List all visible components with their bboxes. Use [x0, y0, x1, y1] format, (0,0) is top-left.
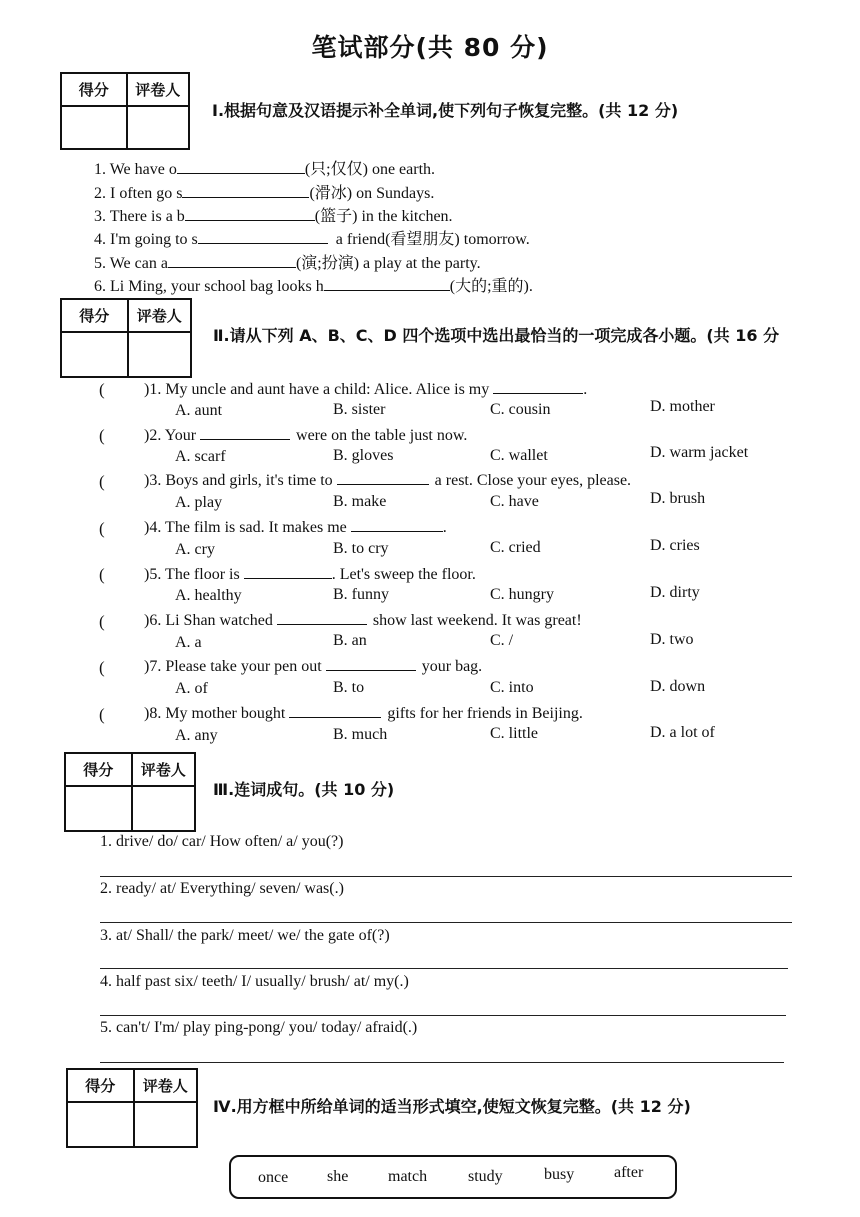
word-bank-word: study — [468, 1168, 503, 1185]
option-a[interactable]: A. any — [175, 727, 218, 744]
answer-bracket[interactable]: ( — [99, 565, 105, 584]
score-box-2 — [60, 298, 192, 378]
answer-bracket[interactable]: ( — [99, 612, 105, 631]
item-text: 6. Li Ming, your school bag looks h — [94, 278, 324, 295]
question-text: were on the table just now. — [296, 427, 468, 444]
option-c[interactable]: C. cousin — [490, 401, 551, 418]
answer-line[interactable] — [100, 922, 792, 923]
fill-item-4 — [94, 226, 530, 249]
answer-blank[interactable] — [324, 276, 450, 291]
option-d[interactable]: D. dirty — [650, 584, 700, 601]
option-c[interactable]: C. hungry — [490, 586, 554, 603]
score-label: 得分 — [62, 300, 129, 333]
option-b[interactable]: B. gloves — [333, 447, 394, 464]
option-c[interactable]: C. have — [490, 493, 539, 510]
answer-bracket[interactable]: ( — [99, 426, 105, 445]
option-c[interactable]: C. / — [490, 632, 514, 649]
fill-item-5 — [94, 250, 481, 273]
option-b[interactable]: B. an — [333, 632, 367, 649]
item-text: 3. There is a b — [94, 208, 185, 225]
answer-bracket[interactable]: ( — [99, 472, 105, 491]
item-text: 2. I often go s — [94, 185, 183, 202]
section-1-heading: Ⅰ.根据句意及汉语提示补全单词,使下列句子恢复完整。(共 12 分) — [212, 101, 679, 120]
grader-field[interactable] — [135, 1103, 196, 1146]
mc-question-2 — [144, 425, 467, 445]
answer-line[interactable] — [100, 1062, 784, 1063]
item-text: (滑冰) on Sundays. — [309, 185, 435, 202]
word-bank-word: she — [327, 1168, 349, 1185]
item-text: (篮子) in the kitchen. — [314, 208, 453, 225]
item-text: (只;仅仅) one earth. — [304, 161, 436, 178]
question-text: )5. The floor is — [144, 566, 240, 583]
option-d[interactable]: D. mother — [650, 398, 715, 415]
option-a[interactable]: A. cry — [175, 541, 215, 558]
question-text: )1. My uncle and aunt have a child: Alice. Alice is my — [144, 381, 490, 398]
reorder-item-4: 4. half past six/ teeth/ I/ usually/ brush/ at/ my(.) — [100, 973, 409, 990]
option-b[interactable]: B. sister — [333, 401, 386, 418]
option-a[interactable]: A. healthy — [175, 587, 242, 604]
answer-blank[interactable] — [168, 253, 296, 268]
answer-blank — [244, 564, 332, 579]
fill-item-1 — [94, 156, 435, 179]
grader-label: 评卷人 — [128, 74, 188, 107]
answer-bracket[interactable]: ( — [99, 705, 105, 724]
reorder-item-2: 2. ready/ at/ Everything/ seven/ was(.) — [100, 880, 344, 897]
option-b[interactable]: B. much — [333, 726, 388, 743]
answer-blank[interactable] — [185, 206, 315, 221]
question-text: )7. Please take your pen out — [144, 658, 322, 675]
answer-bracket[interactable]: ( — [99, 380, 105, 399]
option-b[interactable]: B. make — [333, 493, 387, 510]
option-c[interactable]: C. cried — [490, 539, 541, 556]
grader-label: 评卷人 — [129, 300, 190, 333]
answer-blank — [200, 425, 290, 440]
item-text: 4. I'm going to s — [94, 231, 198, 248]
page-title: 笔试部分(共 80 分) — [311, 33, 549, 62]
item-text: (演;扮演) a play at the party. — [295, 255, 481, 272]
fill-item-2 — [94, 180, 434, 203]
question-text: )8. My mother bought — [144, 705, 286, 722]
question-text: )3. Boys and girls, it's time to — [144, 472, 333, 489]
grader-field[interactable] — [129, 333, 190, 376]
answer-blank[interactable] — [198, 229, 328, 244]
grader-field[interactable] — [133, 787, 194, 830]
option-c[interactable]: C. into — [490, 679, 534, 696]
option-a[interactable]: A. a — [175, 634, 202, 651]
section-2-heading: Ⅱ.请从下列 A、B、C、D 四个选项中选出最恰当的一项完成各小题。(共 16 分 — [213, 326, 780, 345]
option-d[interactable]: D. warm jacket — [650, 444, 749, 461]
mc-question-8 — [144, 703, 583, 723]
question-text: )6. Li Shan watched — [144, 612, 273, 629]
option-c[interactable]: C. wallet — [490, 447, 548, 464]
answer-line[interactable] — [100, 1015, 786, 1016]
option-b[interactable]: B. to cry — [333, 540, 389, 557]
reorder-item-5: 5. can't/ I'm/ play ping-pong/ you/ today/ afraid(.) — [100, 1019, 418, 1036]
mc-question-4 — [144, 517, 447, 537]
answer-blank — [326, 656, 416, 671]
question-text: . Let's sweep the floor. — [331, 566, 476, 583]
option-d[interactable]: D. two — [650, 631, 694, 648]
section-4-heading: Ⅳ.用方框中所给单词的适当形式填空,使短文恢复完整。(共 12 分) — [213, 1097, 691, 1116]
option-b[interactable]: B. to — [333, 679, 365, 696]
word-bank-word: busy — [544, 1166, 575, 1183]
answer-bracket[interactable]: ( — [99, 658, 105, 677]
answer-bracket[interactable]: ( — [99, 519, 105, 538]
score-box-1 — [60, 72, 190, 150]
answer-blank — [337, 470, 429, 485]
question-text: )4. The film is sad. It makes me — [144, 519, 347, 536]
score-field[interactable] — [68, 1103, 135, 1146]
fill-item-3 — [94, 203, 453, 226]
word-bank-word: match — [388, 1168, 428, 1185]
answer-line[interactable] — [100, 876, 792, 877]
word-bank-word: once — [258, 1169, 289, 1186]
answer-blank[interactable] — [177, 159, 305, 174]
fill-item-6 — [94, 273, 533, 296]
option-d[interactable]: D. a lot of — [650, 724, 715, 741]
answer-blank — [493, 379, 583, 394]
score-field[interactable] — [62, 107, 128, 148]
reorder-item-3: 3. at/ Shall/ the park/ meet/ we/ the gate of(?) — [100, 927, 390, 944]
question-text: show last weekend. It was great! — [372, 612, 582, 629]
option-d[interactable]: D. brush — [650, 490, 706, 507]
grader-label: 评卷人 — [133, 754, 194, 787]
option-c[interactable]: C. little — [490, 725, 538, 742]
reorder-item-1: 1. drive/ do/ car/ How often/ a/ you(?) — [100, 833, 344, 850]
word-bank-word: after — [614, 1164, 644, 1181]
question-text: )2. Your — [144, 427, 197, 444]
answer-blank — [277, 610, 367, 625]
mc-question-5 — [144, 564, 476, 584]
item-text: 1. We have o — [94, 161, 177, 178]
score-label: 得分 — [66, 754, 133, 787]
option-a[interactable]: A. aunt — [175, 402, 223, 419]
mc-question-1 — [144, 379, 587, 399]
question-text: your bag. — [421, 658, 483, 675]
word-bank-box — [229, 1155, 677, 1199]
answer-blank — [351, 517, 443, 532]
mc-question-6 — [144, 610, 582, 630]
question-text: . — [442, 519, 447, 536]
question-text: a rest. Close your eyes, please. — [434, 472, 632, 489]
option-a[interactable]: A. scarf — [175, 448, 226, 465]
option-d[interactable]: D. cries — [650, 537, 700, 554]
answer-line[interactable] — [100, 968, 788, 969]
question-text: gifts for her friends in Beijing. — [387, 705, 583, 722]
section-3-heading: Ⅲ.连词成句。(共 10 分) — [213, 780, 395, 799]
score-label: 得分 — [68, 1070, 135, 1103]
score-label: 得分 — [62, 74, 128, 107]
grader-label: 评卷人 — [135, 1070, 196, 1103]
item-text: a friend(看望朋友) tomorrow. — [335, 231, 530, 248]
option-a[interactable]: A. play — [175, 494, 223, 511]
score-field[interactable] — [62, 333, 129, 376]
item-text: (大的;重的). — [449, 278, 533, 295]
score-box-4 — [66, 1068, 198, 1148]
item-text: 5. We can a — [94, 255, 168, 272]
option-b[interactable]: B. funny — [333, 586, 389, 603]
option-a[interactable]: A. of — [175, 680, 208, 697]
mc-question-3 — [144, 470, 631, 490]
answer-blank — [289, 703, 381, 718]
grader-field[interactable] — [128, 107, 188, 148]
question-text: . — [583, 381, 588, 398]
score-field[interactable] — [66, 787, 133, 830]
option-d[interactable]: D. down — [650, 678, 706, 695]
answer-blank[interactable] — [182, 183, 309, 198]
mc-question-7 — [144, 656, 482, 676]
score-box-3 — [64, 752, 196, 832]
